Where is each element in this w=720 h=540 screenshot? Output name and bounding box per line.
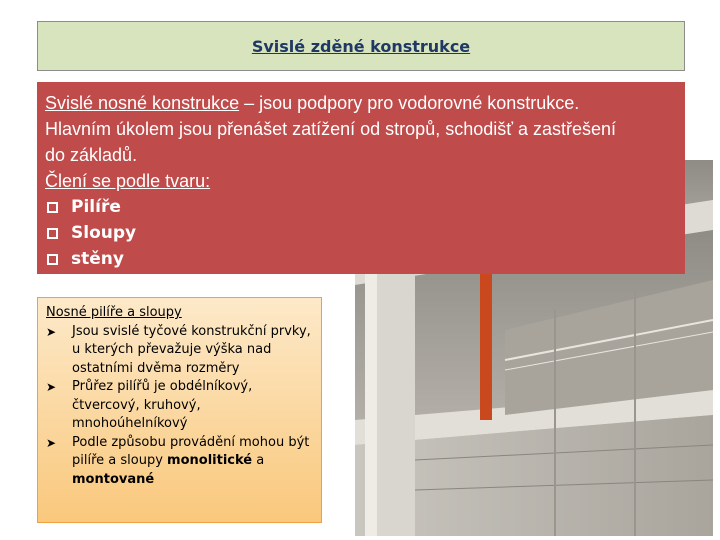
list-item-label: stěny [71,249,124,269]
point3-bold1: monolitické [167,453,253,468]
list-item [46,323,313,379]
point3-bold2: montované [72,471,155,487]
point3-prefix: Podle způsobu provádění mohou být pilíře a sloupy [72,434,310,468]
pillars-box [37,297,322,523]
checkbox-bullet-icon [47,202,58,213]
definition-line-3: do základů. [45,145,138,165]
list-item-text: Průřez pilířů je obdélníkový, čtvercový, kruhový, mnohoúhelníkový [72,379,253,431]
definition-line-1 [45,90,677,116]
list-item [45,246,677,272]
slide-title: Svislé zděné konstrukce [251,36,471,56]
list-item [45,194,677,220]
pillars-heading: Nosné pilíře a sloupy [46,305,182,320]
definition-line-2: Hlavním úkolem jsou přenášet zatížení od stropů, schodišť a zastřešení [45,119,617,139]
list-item [46,378,313,434]
title-box [37,21,685,71]
list-item-label: Sloupy [71,223,137,243]
arrow-bullet-icon: ➤ [46,380,57,394]
checkbox-bullet-icon [47,228,58,239]
list-item [45,220,677,246]
list-item-text: Jsou svislé tyčové konstrukční prvky, u kterých převažuje výška nad ostatními dvěma rozměry [72,323,311,376]
definition-box [37,82,685,274]
checkbox-bullet-icon [47,254,58,265]
definition-text: – jsou podpory pro vodorovné konstrukce. [239,93,580,113]
definition-term: Svislé nosné konstrukce [45,93,240,113]
list-item-label: Pilíře [71,197,121,217]
division-heading: Člení se podle tvaru: [45,171,211,191]
list-item-text [72,434,313,490]
point3-mid: a [252,453,265,468]
list-item [46,434,313,490]
arrow-bullet-icon: ➤ [46,324,57,339]
arrow-bullet-icon: ➤ [46,435,57,450]
